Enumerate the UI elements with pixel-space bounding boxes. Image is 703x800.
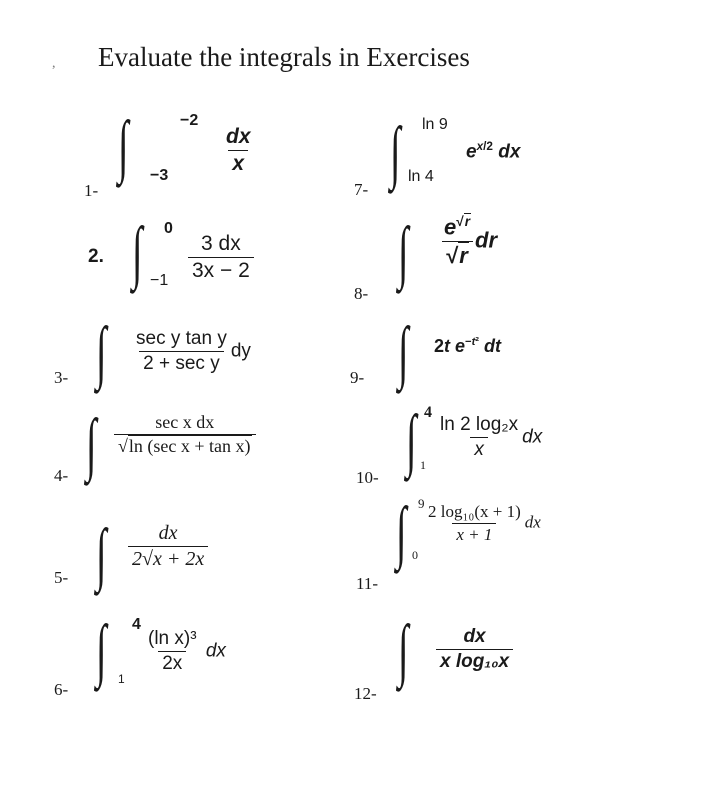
integral-sign-icon: ∫: [390, 114, 401, 191]
denominator: x: [474, 439, 484, 460]
page-title: Evaluate the integrals in Exercises: [98, 42, 470, 72]
upper-limit: 4: [424, 404, 432, 421]
exercise-number: 4-: [54, 466, 69, 485]
differential: dr: [475, 227, 498, 253]
denominator: x log₁₀x: [440, 651, 510, 672]
upper-limit: ln 9: [422, 116, 448, 133]
integrand: $\frac{e^{√r}}{√r}$ dr: [444, 214, 498, 269]
integral-sign-icon: ∫: [398, 314, 409, 391]
upper-limit: 0: [164, 220, 173, 237]
differential: dx: [524, 512, 541, 532]
denominator: ln (sec x + tan x): [128, 436, 251, 456]
integrand: [222, 125, 255, 176]
integral-sign-icon: ∫: [96, 612, 107, 689]
integral-sign-icon: ∫: [86, 406, 97, 483]
stray-mark: ,: [52, 56, 56, 71]
integral-sign-icon: ∫: [398, 214, 409, 291]
exercise-number: 9-: [350, 368, 365, 387]
numerator: ln 2 log₂x: [440, 414, 519, 435]
denominator: 2x: [158, 651, 186, 675]
denominator: 3x − 2: [188, 257, 254, 283]
exercise-number: 1-: [84, 181, 99, 200]
differential: dx: [205, 640, 226, 662]
integrand: [436, 626, 513, 673]
lower-limit: −3: [150, 167, 169, 184]
exercise-number: 3-: [54, 368, 69, 387]
lower-limit: 1: [118, 672, 125, 686]
integrand: $e^{x/2}$ dx: [466, 140, 521, 163]
integral-sign-icon: ∫: [96, 314, 107, 391]
lower-limit: −1: [150, 272, 169, 289]
differential: dx: [522, 426, 543, 448]
exercise-number: 5-: [54, 568, 69, 587]
integrand: 2t $e^{-t^2}$ dt: [434, 336, 502, 356]
integral-sign-icon: ∫: [118, 108, 129, 185]
integrand: [128, 522, 208, 571]
integral-sign-icon: ∫: [96, 516, 107, 593]
numerator: sec x dx: [155, 412, 215, 432]
lower-limit: ln 4: [408, 168, 434, 185]
upper-limit: 9: [418, 496, 425, 511]
exercise-number: 10-: [356, 468, 379, 487]
integrand: [436, 414, 542, 461]
integrand: [132, 328, 251, 375]
exercise-number: 2.: [88, 246, 104, 267]
integral-sign-icon: ∫: [398, 612, 409, 689]
numerator: sec y tan y: [136, 328, 227, 349]
denominator: 2√x + 2x: [132, 548, 205, 570]
integrand: [144, 628, 226, 675]
integral-sign-icon: ∫: [406, 402, 417, 479]
integrand: $\frac{\text{sec x dx}}{\text{√ln (sec x + tan x)}}$: [114, 412, 256, 457]
numerator: (ln x)³: [148, 628, 197, 649]
denominator: 2 + sec y: [139, 351, 224, 375]
lower-limit: 0: [412, 548, 418, 562]
integral-sign-icon: ∫: [132, 214, 143, 291]
upper-limit: 4: [132, 616, 141, 633]
numerator: dx: [226, 125, 251, 148]
integrand: [188, 232, 254, 283]
denominator: x + 1: [456, 525, 493, 544]
exercise-number: 11-: [356, 574, 379, 593]
numerator: 3 dx: [201, 232, 241, 255]
exercise-number: 6-: [54, 680, 69, 699]
numerator: 2 log₁₀(x + 1): [428, 502, 521, 521]
differential: dy: [230, 340, 251, 362]
numerator: dx: [158, 522, 178, 544]
lower-limit: 1: [420, 458, 426, 472]
upper-limit: −2: [180, 112, 199, 129]
exercise-number: 12-: [354, 684, 377, 703]
integral-sign-icon: ∫: [396, 494, 407, 571]
integrand: [424, 502, 541, 545]
exercise-number: 7-: [354, 180, 369, 199]
denominator: x: [232, 152, 245, 175]
exercise-number: 8-: [354, 284, 369, 303]
numerator: dx: [463, 626, 486, 647]
